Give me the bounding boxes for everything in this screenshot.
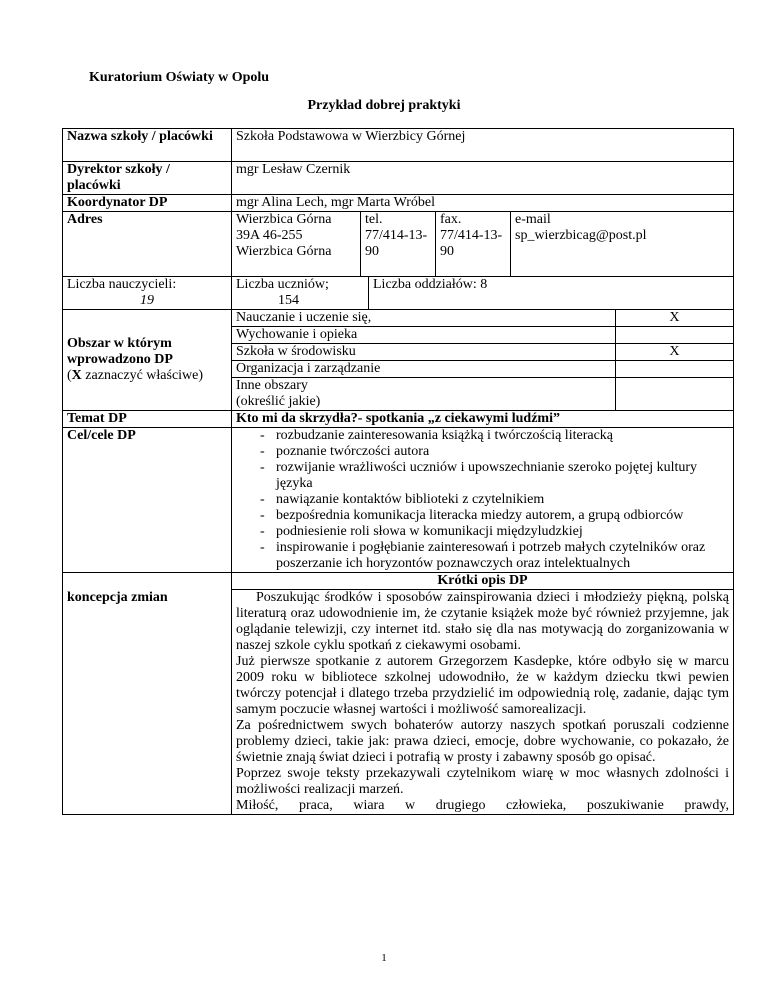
tel-cell <box>361 212 436 276</box>
table-row <box>63 573 734 590</box>
area-label-cell <box>63 310 232 411</box>
goals-list <box>236 428 729 572</box>
table-row <box>63 411 734 428</box>
area-mark <box>615 361 733 378</box>
address-table <box>232 212 733 276</box>
table-row <box>63 590 734 815</box>
table-row <box>63 212 734 277</box>
students-cell <box>232 277 369 309</box>
list-item <box>232 310 733 327</box>
area-hint-rest: zaznaczyć właściwe) <box>81 368 204 383</box>
page-number: 1 <box>381 952 387 964</box>
list-item: - rozbudzanie zainteresowania książką i twórczością literacką <box>236 428 729 444</box>
org-title: Kuratorium Oświaty w Opolu <box>89 70 270 85</box>
students-value: 154 <box>278 293 299 308</box>
area-other-mark <box>615 378 733 411</box>
school-label: Nazwa szkoły / placówki <box>63 129 232 162</box>
fax-value: 77/414-13-90 <box>440 228 503 259</box>
address-cell <box>232 212 734 277</box>
areas-cell <box>232 310 734 411</box>
area-hint-x: X <box>71 368 82 383</box>
list-item <box>232 344 733 361</box>
counts-table <box>232 277 733 309</box>
table-row <box>63 310 734 411</box>
classes-cell <box>369 277 734 309</box>
email-value: sp_wierzbicag@post.pl <box>515 228 647 243</box>
area-mark: X <box>615 310 733 327</box>
page-subtitle: Przykład dobrej praktyki <box>307 98 461 113</box>
area-other-text: Inne obszary (określić jakie) <box>236 378 321 409</box>
coordinator-value: mgr Alina Lech, mgr Marta Wróbel <box>232 195 734 212</box>
paragraph: Poprzez swoje teksty przekazywali czytelnikom wiarę w moc własnych zdolności i możliwości realizacji marzeń. <box>236 766 729 797</box>
classes-value: 8 <box>480 277 488 292</box>
director-label: Dyrektor szkoły / placówki <box>63 162 232 195</box>
list-item: - poznanie twórczości autora <box>236 444 729 460</box>
concept-label: koncepcja zmian <box>63 590 232 815</box>
concept-text <box>232 590 734 815</box>
list-item: - inspirowanie i pogłębianie zainteresowań i potrzeb małych czytelników oraz poszerzanie ich horyzontów poznawczych oraz intelektualnych <box>236 540 729 572</box>
classes-label: Liczba oddziałów: <box>373 277 477 292</box>
topic-label: Temat DP <box>63 411 232 428</box>
teachers-value: 19 <box>140 293 154 308</box>
fax-label: fax. <box>440 212 462 227</box>
counts-cell <box>232 277 734 310</box>
school-value: Szkoła Podstawowa w Wierzbicy Górnej <box>232 129 734 162</box>
list-item <box>232 361 733 378</box>
teachers-label: Liczba nauczycieli: <box>67 277 177 292</box>
table-row <box>63 428 734 573</box>
tel-label: tel. <box>365 212 383 227</box>
email-cell <box>511 212 734 276</box>
students-label: Liczba uczniów; <box>236 277 329 292</box>
list-item: - nawiązanie kontaktów biblioteki z czytelnikiem <box>236 492 729 508</box>
table-row <box>63 195 734 212</box>
paragraph: Poszukując środków i sposobów zainspirowania dzieci i młodzieży piękną, polską literaturą oraz udowodnienie im, że czytanie książek może być również przyjemne, jak oglądanie telewizji, czy internet itd. stało się dla nas motywacją do zorganizowania w naszej szkole cyklu spotkań z ciekawymi osobami. <box>236 590 729 653</box>
address-label: Adres <box>63 212 232 277</box>
paragraph: Już pierwsze spotkanie z autorem Grzegorzem Kasdepke, które odbyło się w marcu 2009 roku w bibliotece szkolnej udowodniło, że w każdym dziecku tkwi pewien twórczy potencjał i dlatego trzeba przydzielić im odpowiednią rolę, zadanie, dając tym samym poczucie własnej wartości i możliwość samorealizacji. <box>236 654 729 717</box>
address-value: Wierzbica Górna 39A 46-255 Wierzbica Górna <box>232 212 361 276</box>
list-item: - bezpośrednia komunikacja literacka miedzy autorem, a grupą odbiorców <box>236 508 729 524</box>
area-mark <box>615 327 733 344</box>
area-other <box>232 378 615 411</box>
goals-label: Cel/cele DP <box>63 428 232 573</box>
area-mark: X <box>615 344 733 361</box>
coordinator-label: Koordynator DP <box>63 195 232 212</box>
area-name: Nauczanie i uczenie się, <box>232 310 615 327</box>
list-item <box>232 378 733 411</box>
table-row <box>63 129 734 162</box>
email-label: e-mail <box>515 212 551 227</box>
form-table <box>62 128 734 815</box>
teachers-cell <box>63 277 232 310</box>
paragraph: Miłość, praca, wiara w drugiego człowieka, poszukiwanie prawdy, <box>236 798 729 813</box>
description-heading: Krótki opis DP <box>232 573 734 590</box>
list-item: - podniesienie roli słowa w komunikacji międzyludzkiej <box>236 524 729 540</box>
area-name: Organizacja i zarządzanie <box>232 361 615 378</box>
area-hint-paren: ( <box>67 368 72 383</box>
tel-value: 77/414-13-90 <box>365 228 428 259</box>
empty-cell <box>63 573 232 590</box>
area-hint <box>67 368 227 384</box>
list-item: - rozwijanie wrażliwości uczniów i upowszechnianie szeroko pojętej kultury języka <box>236 460 729 492</box>
goals-cell <box>232 428 734 573</box>
fax-cell <box>436 212 511 276</box>
areas-table <box>232 310 733 410</box>
list-item <box>232 327 733 344</box>
area-name: Wychowanie i opieka <box>232 327 615 344</box>
paragraph: Za pośrednictwem swych bohaterów autorzy naszych spotkań poruszali codzienne problemy dzieci, takie jak: prawa dzieci, emocje, dobre wychowanie, co pokazało, że świetnie znają świat dzieci i potrafią w prosty i zabawny sposób go opisać. <box>236 718 729 765</box>
topic-value: Kto mi da skrzydła?- spotkania „z ciekawymi ludźmi” <box>232 411 734 428</box>
area-name: Szkoła w środowisku <box>232 344 615 361</box>
table-row <box>63 162 734 195</box>
table-row <box>63 277 734 310</box>
area-label: Obszar w którym wprowadzono DP <box>67 336 173 367</box>
director-value: mgr Lesław Czernik <box>232 162 734 195</box>
